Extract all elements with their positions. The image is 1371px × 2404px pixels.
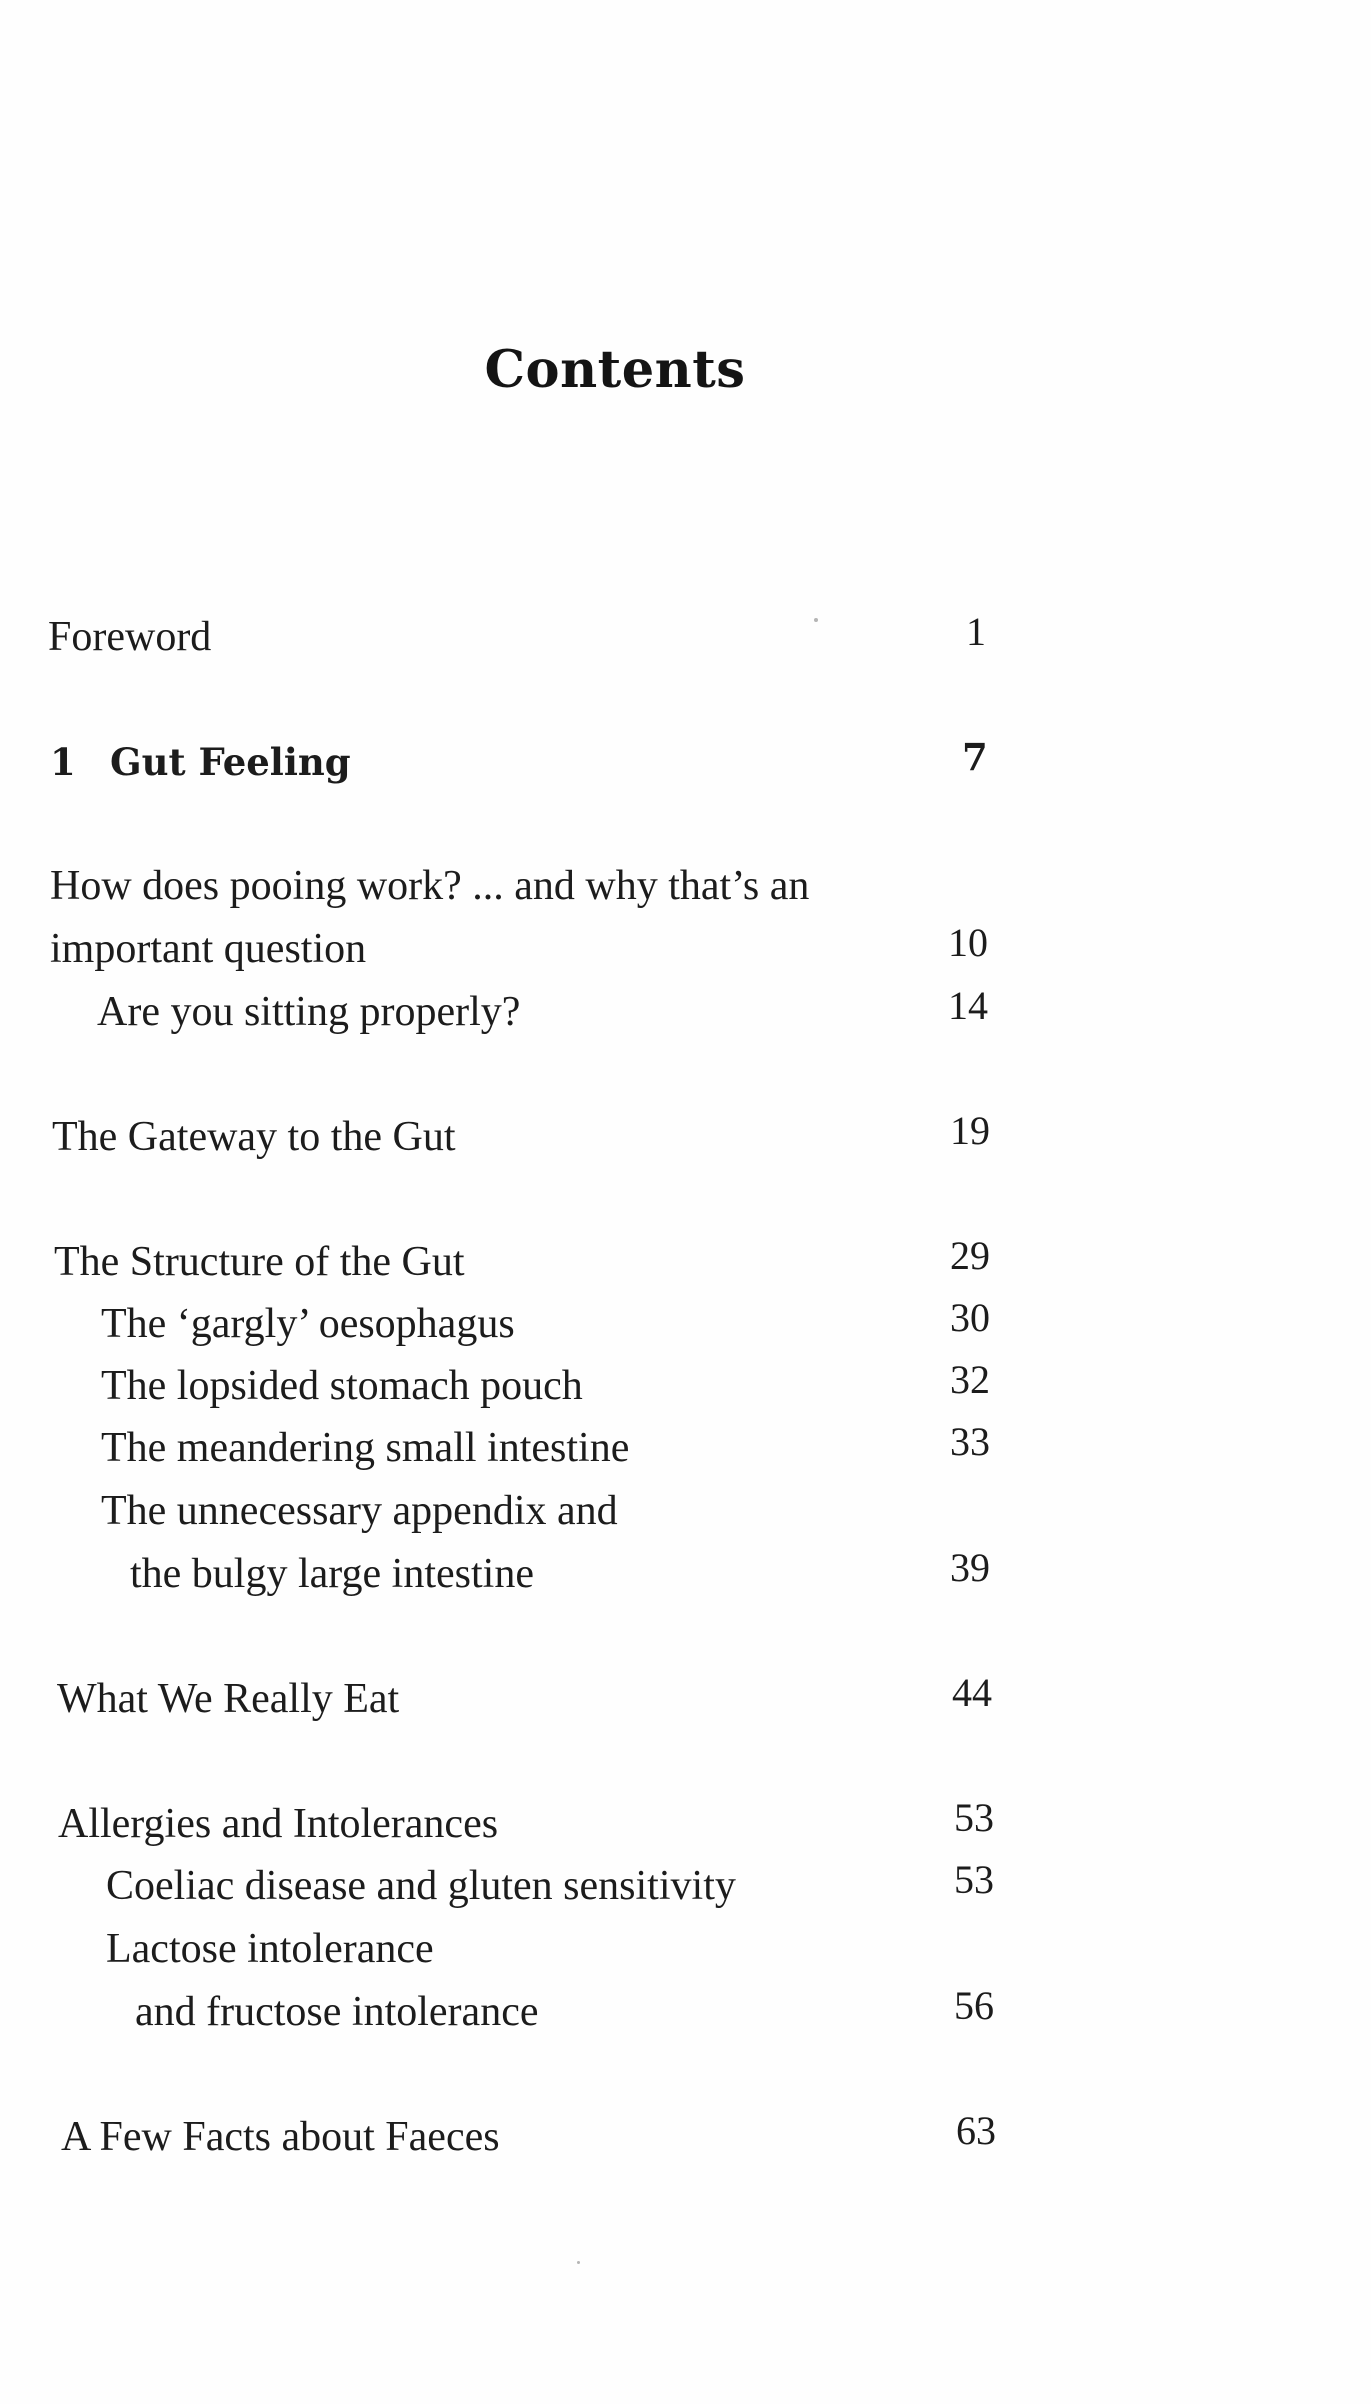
toc-page-number: 53 (954, 1795, 994, 1840)
toc-page-number: 33 (950, 1419, 990, 1464)
toc-page-number: 19 (950, 1108, 990, 1153)
toc-subentry-continuation: the bulgy large intestine (130, 1551, 534, 1597)
page-title: Contents (484, 340, 746, 400)
toc-subentry: The unnecessary appendix and (101, 1488, 618, 1534)
toc-page-number: 29 (950, 1233, 990, 1278)
toc-entry-line: What We Really Eat (57, 1676, 400, 1722)
toc-page-number: 10 (948, 920, 988, 965)
toc-page-number: 32 (950, 1357, 990, 1402)
toc-page-number: 44 (952, 1670, 992, 1715)
toc-page-number: 30 (950, 1295, 990, 1340)
toc-subentry: The lopsided stomach pouch (101, 1363, 583, 1409)
chapter-number: 1 (50, 740, 76, 784)
toc-page-chapter-1: 7 (962, 735, 988, 779)
toc-page-foreword: 1 (966, 609, 986, 654)
chapter-title: Gut Feeling (110, 740, 351, 784)
toc-subentry: Are you sitting properly? (97, 989, 521, 1035)
toc-entry-line: The Structure of the Gut (54, 1239, 465, 1285)
toc-page-number: 39 (950, 1545, 990, 1590)
paper-speck (577, 2261, 580, 2264)
toc-page-number: 14 (948, 983, 988, 1028)
toc-entry-foreword: Foreword (48, 614, 212, 660)
toc-page-number: 56 (954, 1983, 994, 2028)
toc-chapter-heading (50, 738, 351, 786)
toc-subentry: Lactose intolerance (106, 1926, 434, 1972)
toc-page-number: 53 (954, 1857, 994, 1902)
toc-subentry-continuation: and fructose intolerance (135, 1989, 539, 2035)
toc-subentry: The meandering small intestine (101, 1425, 630, 1471)
toc-entry-line: important question (50, 926, 367, 972)
toc-entry-line: The Gateway to the Gut (52, 1114, 456, 1160)
toc-entry-line: A Few Facts about Faeces (61, 2114, 500, 2160)
toc-subentry: The ‘gargly’ oesophagus (101, 1301, 515, 1347)
toc-entry-line: How does pooing work? ... and why that’s an (50, 863, 810, 909)
toc-page-number: 63 (956, 2108, 996, 2153)
toc-entry-line: Allergies and Intolerances (58, 1801, 499, 1847)
paper-speck (814, 618, 818, 622)
toc-subentry: Coeliac disease and gluten sensitivity (106, 1863, 736, 1909)
